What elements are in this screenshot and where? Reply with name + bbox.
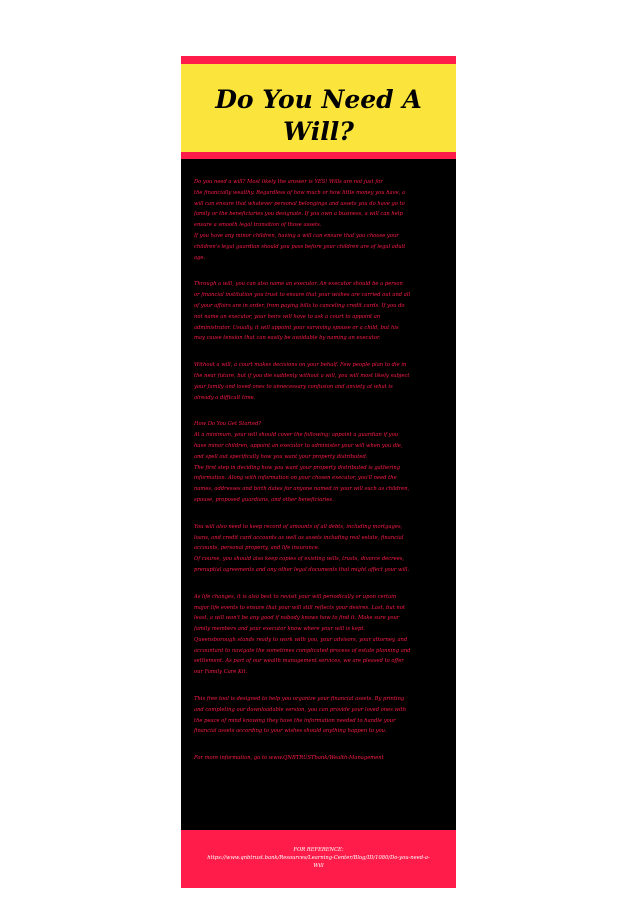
- text-line: spouse, proposed guardians, and other beneficiaries.: [194, 496, 334, 503]
- text-line: The first step in deciding how you want your property distributed is gathering: [194, 464, 401, 471]
- text-line: accounts, personal property, and life insurance.: [194, 545, 320, 552]
- text-line: Without a will, a court makes decisions on your behalf. Few people plan to die in: [194, 362, 407, 369]
- reference-text: [189, 846, 448, 870]
- will-infographic: [181, 56, 456, 888]
- paragraph: [194, 592, 444, 678]
- text-line: the financially wealthy. Regardless of how much or how little money you have, a: [194, 189, 406, 196]
- text-line: the near future, but if you die suddenly without a will, you will most likely subject: [194, 372, 410, 379]
- reference-url-line-2[interactable]: Will: [313, 863, 324, 869]
- paragraph: [194, 753, 444, 764]
- text-line: and completing our downloadable version, you can provide your loved ones with: [194, 706, 407, 713]
- paragraph: [194, 694, 444, 737]
- text-line: prenuptial agreements and any other legal documents that might affect your will.: [194, 566, 410, 573]
- text-line: family or the beneficiaries you designate. If you own a business, a will can help: [194, 211, 403, 218]
- text-line: least, a will won't be any good if nobody knows how to find it. Make sure your: [194, 615, 400, 622]
- text-line: accountant to navigate the sometimes complicated process of estate planning and: [194, 647, 411, 654]
- paragraph: [194, 279, 444, 344]
- text-line: names, addresses and birth dates for anyone named in your will such as children,: [194, 486, 410, 493]
- text-line: For more information, go to www.QNBTRUSTbank/Wealth-Management: [194, 755, 384, 762]
- paragraph: [194, 360, 444, 403]
- text-line: major life events to ensure that your will still reflects your desires. Last, but not: [194, 604, 405, 611]
- text-line: financial assets according to your wishes should anything happen to you.: [194, 728, 387, 735]
- paragraph: [194, 177, 444, 263]
- text-line: At a minimum, your will should cover the following: appoint a guardian if you: [194, 432, 399, 439]
- title-line-2: Will?: [283, 117, 354, 146]
- page-title: [181, 84, 456, 148]
- text-line: You will also need to keep record of amounts of all debts, including mortgages,: [194, 523, 403, 530]
- text-line: or financial institution you trust to ensure that your wishes are carried out and all: [194, 292, 411, 299]
- paragraph: [194, 522, 444, 576]
- text-line: already a difficult time.: [194, 394, 256, 401]
- title-line-1: Do You Need A: [215, 85, 422, 114]
- text-line: If you have any minor children, having a will can ensure that you choose your: [194, 232, 399, 239]
- text-line: our Family Care Kit.: [194, 669, 248, 676]
- text-line: children's legal guardian should you pass before your children are of legal adult: [194, 243, 406, 250]
- text-line: This free tool is designed to help you organize your financial assets. By printing: [194, 696, 405, 703]
- paragraph: [194, 419, 444, 505]
- text-line: How Do You Get Started?: [194, 421, 262, 428]
- text-line: may cause tension that can easily be avoidable by naming an executor.: [194, 335, 381, 342]
- text-line: not name an executor, your heirs will have to ask a court to appoint an: [194, 313, 381, 320]
- text-line: ensure a smooth legal transition of those assets.: [194, 222, 322, 229]
- text-line: family members and your executor know where your will is kept.: [194, 626, 366, 633]
- text-line: administrator. Usually, it will appoint your surviving spouse or a child, but his: [194, 324, 399, 331]
- title-banner: [181, 64, 456, 152]
- text-line: Through a will, you can also name an executor. An executor should be a person: [194, 281, 403, 288]
- text-line: loans, and credit card accounts as well as assets including real estate, financial: [194, 534, 404, 541]
- title-accent-bar: [181, 152, 456, 159]
- text-line: of your affairs are in order, from paying bills to canceling credit cards. If you do: [194, 302, 405, 309]
- text-line: settlement. As part of our wealth management services, we are pleased to offer: [194, 658, 404, 665]
- reference-label: FOR REFERENCE:: [293, 847, 344, 853]
- text-line: and spell out specifically how you want your property distributed.: [194, 453, 368, 460]
- article-body: [194, 177, 444, 780]
- text-line: the peace of mind knowing they have the information needed to handle your: [194, 717, 396, 724]
- reference-url-line-1[interactable]: https://www.qnbtrust.bank/Resources/Learning-Center/Blog/ID/1080/Do-you-need-a-: [207, 855, 430, 861]
- text-line: will can ensure that whatever personal belongings and assets you do have go to: [194, 200, 405, 207]
- text-line: your family and loved ones to unnecessary confusion and anxiety at what is: [194, 383, 393, 390]
- text-line: Do you need a will? Most likely the answer is YES! Wills are not just for: [194, 179, 383, 185]
- top-accent-bar: [181, 56, 456, 64]
- text-line: information. Along with information on your chosen executor, you'll need the: [194, 475, 397, 482]
- text-line: age.: [194, 254, 206, 261]
- text-line: As life changes, it is also best to revisit your will periodically or upon certain: [194, 593, 397, 600]
- text-line: have minor children, appoint an executor to administer your will when you die,: [194, 442, 403, 449]
- text-line: Of course, you should also keep copies of existing wills, trusts, divorce decrees,: [194, 556, 405, 563]
- reference-footer: [181, 830, 456, 888]
- text-line: Queensborough stands ready to work with you, your advisors, your attorney, and: [194, 636, 408, 643]
